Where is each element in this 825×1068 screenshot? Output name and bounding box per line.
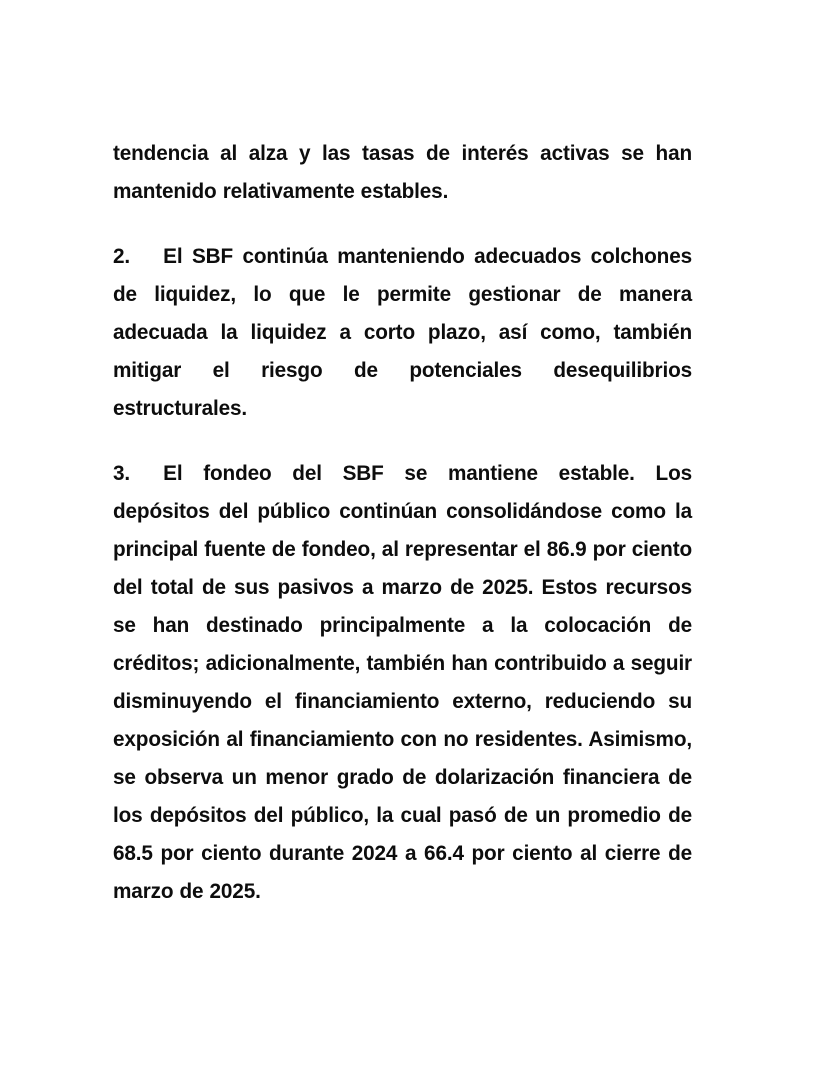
paragraph-number: 2. [113, 244, 131, 268]
paragraph-text: tendencia al alza y las tasas de interés activas se han mantenido relativamente estables. [113, 141, 692, 203]
paragraph-item-3 [113, 454, 692, 910]
paragraph-text: El SBF continúa manteniendo adecuados colchones de liquidez, lo que le permite gestionar de manera adecuada la liquidez a corto plazo, así como, también mitigar el riesgo de potenciales desequilibrios estructurales. [113, 244, 692, 420]
paragraph-number: 3. [113, 461, 131, 485]
paragraph-continuation [113, 134, 692, 210]
paragraph-item-2 [113, 237, 692, 427]
body-text-column [113, 134, 713, 910]
paragraph-text: El fondeo del SBF se mantiene estable. Los depósitos del público continúan consolidándose como la principal fuente de fondeo, al representar el 86.9 por ciento del total de sus pasivos a marzo de 2025. Estos recursos se han destinado principalmente a la colocación de créditos; adicionalmente, también han contribuido a seguir disminuyendo el financiamiento externo, reduciendo su exposición al financiamiento con no residentes. Asimismo, se observa un menor grado de dolarización financiera de los depósitos del público, la cual pasó de un promedio de 68.5 por ciento durante 2024 a 66.4 por ciento al cierre de marzo de 2025. [113, 461, 692, 903]
